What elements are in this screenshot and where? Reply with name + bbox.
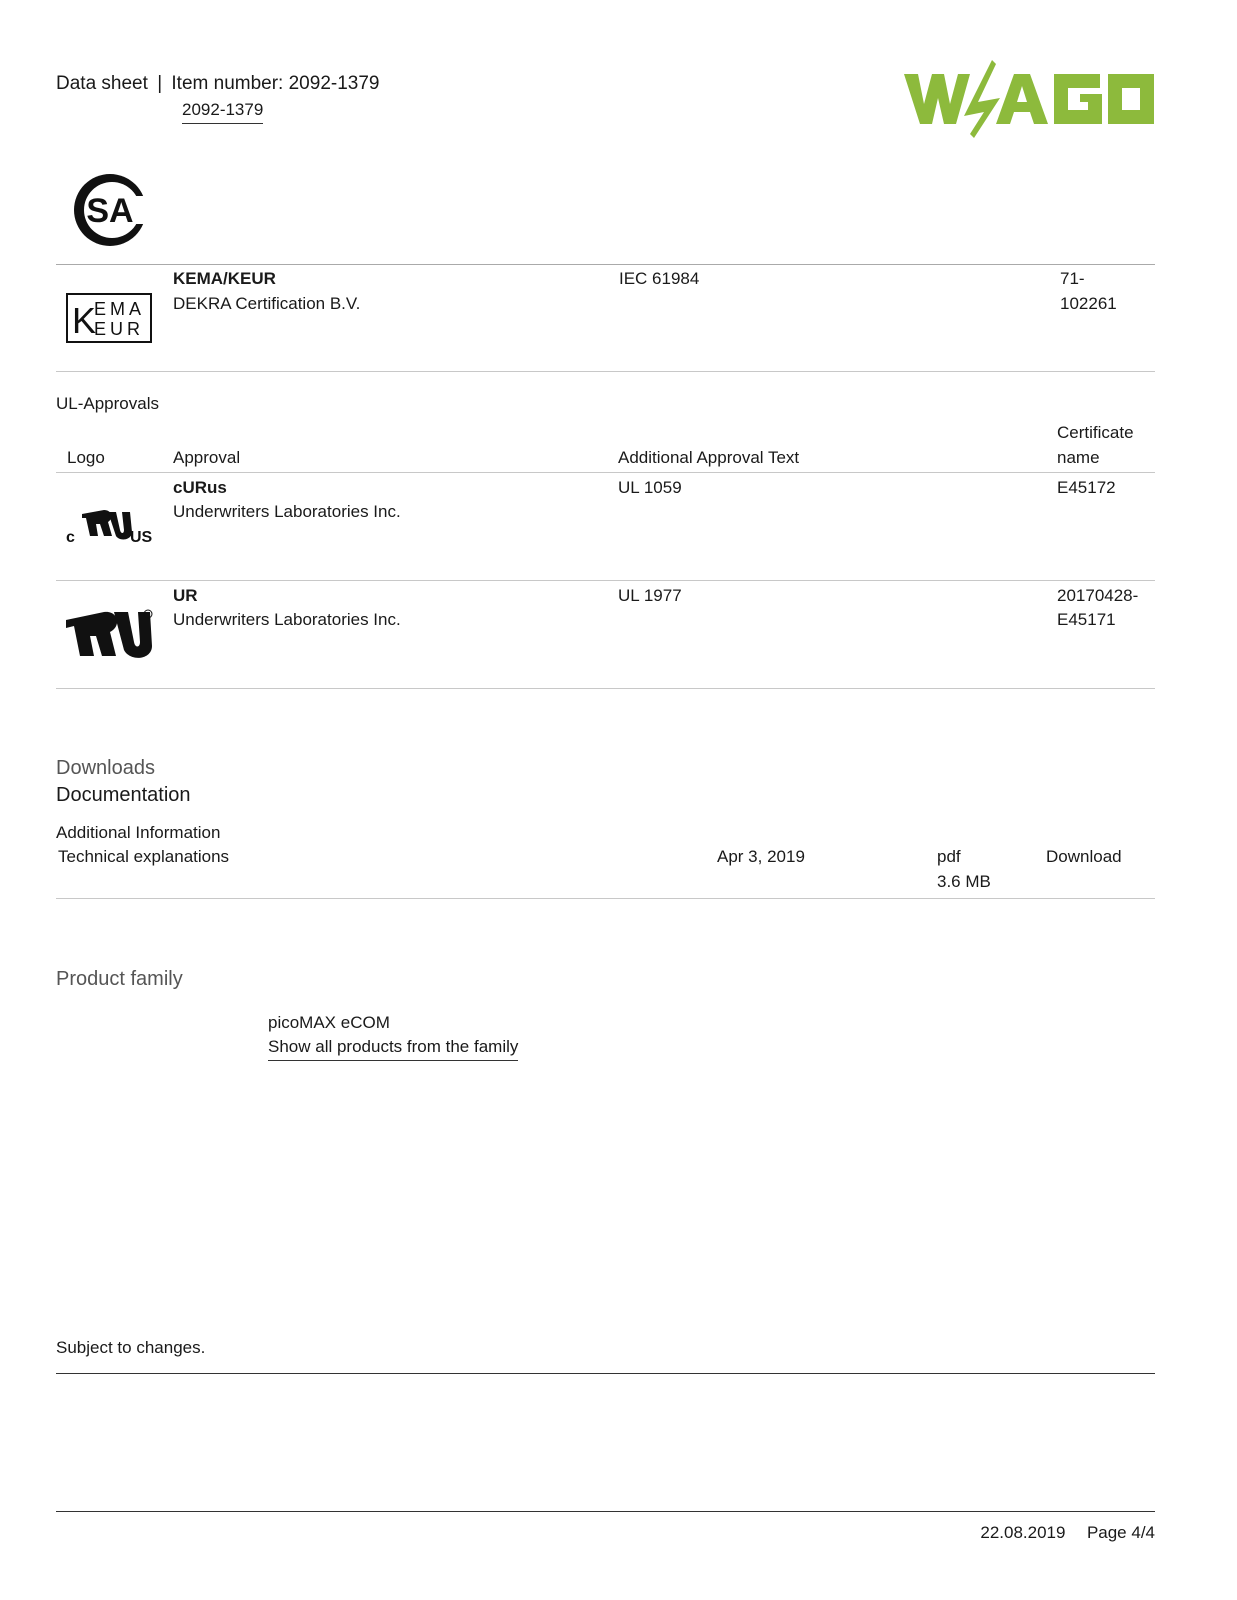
col-header-cert-line2: name: [1057, 448, 1100, 467]
svg-text:c: c: [66, 529, 75, 546]
ur-approval-text: UL 1977: [618, 586, 682, 605]
footer-date: 22.08.2019: [980, 1523, 1066, 1542]
curus-approval-text: UL 1059: [618, 478, 682, 497]
footer-page-number: Page 4/4: [1086, 1523, 1155, 1542]
ur-cert-line2: E45171: [1057, 610, 1116, 629]
col-header-cert-line1: Certificate: [1057, 423, 1134, 442]
col-header-approval: Approval: [173, 448, 241, 467]
ur-cert-line1: 20170428-: [1057, 586, 1139, 605]
downloads-title: Downloads: [56, 757, 155, 779]
doc-title: Data sheet: [56, 73, 148, 94]
download-link[interactable]: Download: [1046, 847, 1122, 866]
additional-information-title: Additional Information: [56, 823, 221, 842]
ur-approval-name: UR: [173, 586, 198, 605]
product-family-title: Product family: [56, 968, 183, 990]
wago-logo-graphic: [904, 58, 1156, 140]
kema-cert-line2: 102261: [1060, 294, 1117, 313]
ul-approvals-title: UL-Approvals: [56, 394, 159, 413]
title-separator: |: [157, 73, 163, 94]
kema-approval-name: KEMA/KEUR: [173, 269, 276, 288]
wago-logo: [904, 58, 1156, 140]
download-item-date: Apr 3, 2019: [717, 847, 805, 866]
footer-meta: [980, 1521, 1155, 1545]
ur-issuer: Underwriters Laboratories Inc.: [173, 610, 401, 629]
curus-logo-icon: [64, 506, 154, 546]
ur-logo-icon: [64, 606, 154, 662]
page-header-title: [56, 71, 379, 97]
curus-issuer: Underwriters Laboratories Inc.: [173, 502, 401, 521]
documentation-subtitle: Documentation: [56, 784, 191, 806]
product-family-name: picoMAX eCOM: [268, 1013, 390, 1032]
kema-issuer: DEKRA Certification B.V.: [173, 294, 361, 313]
download-item-size: 3.6 MB: [937, 872, 991, 891]
show-family-products-link[interactable]: Show all products from the family: [268, 1035, 518, 1061]
csa-logo-icon: [70, 166, 150, 254]
download-item-type: pdf: [937, 847, 961, 866]
item-number-label: Item number: 2092-1379: [171, 73, 380, 94]
kema-approval-text: IEC 61984: [619, 269, 700, 288]
item-number-link[interactable]: 2092-1379: [182, 98, 263, 124]
kema-keur-logo-icon: [66, 293, 152, 343]
col-header-logo: Logo: [67, 448, 105, 467]
svg-text:US: US: [130, 529, 153, 546]
curus-approval-name: cURus: [173, 478, 227, 497]
col-header-additional: Additional Approval Text: [618, 448, 800, 467]
svg-text:K: K: [72, 300, 97, 341]
svg-text:EUR: EUR: [94, 319, 145, 339]
csa-logo-text: SA: [86, 192, 134, 230]
kema-cert-line1: 71-: [1060, 269, 1085, 288]
curus-cert-name: E45172: [1057, 478, 1116, 497]
download-item-name: Technical explanations: [58, 847, 230, 866]
subject-to-changes-note: Subject to changes.: [56, 1338, 206, 1357]
svg-text:EMA: EMA: [94, 299, 146, 319]
